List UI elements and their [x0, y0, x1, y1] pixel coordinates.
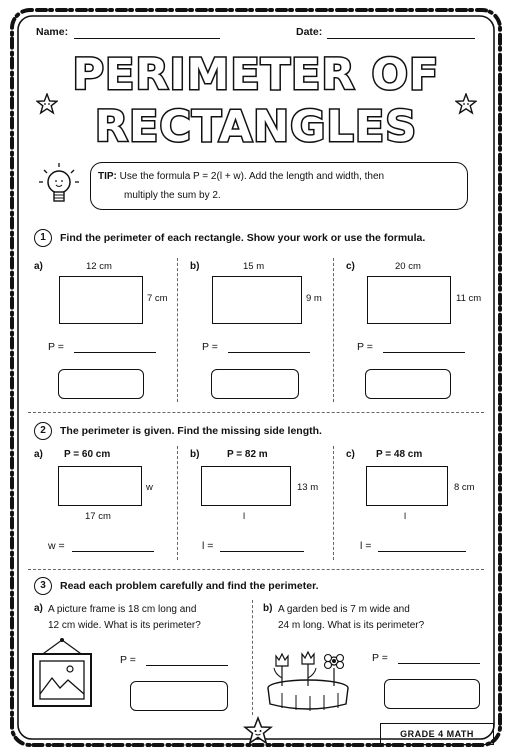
q2a-letter: a): [34, 449, 43, 460]
q2a-side-label: w: [146, 482, 153, 493]
q1b-side-label: 9 m: [306, 293, 322, 304]
section-divider: [28, 412, 484, 413]
q1a-answer-label: P =: [48, 341, 64, 353]
q3b-answer-line[interactable]: [398, 663, 480, 664]
q1a-answer-box[interactable]: [58, 369, 144, 399]
q2c-letter: c): [346, 449, 355, 460]
star-icon: [455, 93, 477, 115]
name-label: Name:: [36, 26, 69, 38]
q2b-side-label: 13 m: [297, 482, 319, 493]
divider: [177, 258, 178, 402]
q1b-answer-label: P =: [202, 341, 218, 353]
divider: [333, 258, 334, 402]
q1c-answer-box[interactable]: [365, 369, 451, 399]
question-number-1: 1: [34, 229, 52, 247]
q1c-letter: c): [346, 261, 355, 272]
q3a-letter: a): [34, 603, 43, 614]
section-divider: [28, 569, 484, 570]
q2b-answer-label: l =: [202, 540, 214, 552]
garden-bed-icon: [262, 648, 354, 712]
tip-line-1: [98, 167, 384, 186]
q2a-bottom-label: 17 cm: [85, 511, 111, 522]
q3b-answer-box[interactable]: [384, 679, 480, 709]
q2b-answer-line[interactable]: [220, 551, 304, 552]
q3a-line-2: 12 cm wide. What is its perimeter?: [48, 620, 201, 631]
q3a-answer-box[interactable]: [130, 681, 228, 711]
tip-text-2: multiply the sum by 2.: [124, 190, 221, 201]
star-icon: [243, 716, 273, 746]
q2c-bottom-label: l: [404, 511, 407, 522]
q3a-answer-label: P =: [120, 654, 136, 666]
q1c-rectangle: [367, 276, 451, 324]
q3a-line-1: A picture frame is 18 cm long and: [48, 604, 197, 615]
q3b-line-2: 24 m long. What is its perimeter?: [278, 620, 425, 631]
title-line-2: RECTANGLES: [94, 102, 418, 152]
divider: [333, 446, 334, 560]
q1b-letter: b): [190, 261, 200, 272]
q2b-bottom-label: l: [243, 511, 246, 522]
q3b-line-1: A garden bed is 7 m wide and: [278, 604, 410, 615]
grade-badge: GRADE 4 MATH: [380, 723, 494, 745]
q2b-given: P = 82 m: [227, 449, 268, 460]
q2c-rectangle: [366, 466, 448, 506]
question-2-instruction: The perimeter is given. Find the missing side length.: [60, 425, 322, 437]
picture-frame-icon: [30, 636, 94, 710]
question-3-instruction: Read each problem carefully and find the perimeter.: [60, 580, 319, 592]
q2a-rectangle: [58, 466, 142, 506]
q1a-rectangle: [59, 276, 143, 324]
q1c-answer-label: P =: [357, 341, 373, 353]
title-line-1: PERIMETER OF: [72, 50, 440, 100]
name-field[interactable]: [74, 38, 220, 39]
q1b-answer-line[interactable]: [228, 352, 310, 353]
date-label: Date:: [296, 26, 323, 38]
q1b-rectangle: [212, 276, 302, 324]
q3b-letter: b): [263, 603, 273, 614]
q1b-top-label: 15 m: [243, 261, 265, 272]
q1a-letter: a): [34, 261, 43, 272]
question-number-3: 3: [34, 577, 52, 595]
q1a-side-label: 7 cm: [147, 293, 168, 304]
divider: [252, 600, 253, 715]
q2a-given: P = 60 cm: [64, 449, 111, 460]
q3a-answer-line[interactable]: [146, 665, 228, 666]
q2c-answer-label: l =: [360, 540, 372, 552]
q2b-letter: b): [190, 449, 200, 460]
q3b-answer-label: P =: [372, 652, 388, 664]
q1b-answer-box[interactable]: [211, 369, 299, 399]
star-icon: [36, 93, 58, 115]
lightbulb-icon: [34, 160, 84, 214]
q2c-answer-line[interactable]: [378, 551, 466, 552]
q2c-side-label: 8 cm: [454, 482, 475, 493]
q1a-answer-line[interactable]: [74, 352, 156, 353]
tip-label: TIP:: [98, 171, 117, 182]
q1c-top-label: 20 cm: [395, 261, 421, 272]
q2a-answer-line[interactable]: [72, 551, 154, 552]
divider: [177, 446, 178, 560]
q2c-given: P = 48 cm: [376, 449, 423, 460]
q1a-top-label: 12 cm: [86, 261, 112, 272]
tip-text-1: Use the formula P = 2(l + w). Add the length and width, then: [119, 171, 385, 182]
question-1-instruction: Find the perimeter of each rectangle. Show your work or use the formula.: [60, 232, 426, 244]
q2a-answer-label: w =: [48, 540, 65, 552]
q1c-answer-line[interactable]: [383, 352, 465, 353]
date-field[interactable]: [327, 38, 475, 39]
q2b-rectangle: [201, 466, 291, 506]
question-number-2: 2: [34, 422, 52, 440]
q1c-side-label: 11 cm: [456, 293, 482, 304]
